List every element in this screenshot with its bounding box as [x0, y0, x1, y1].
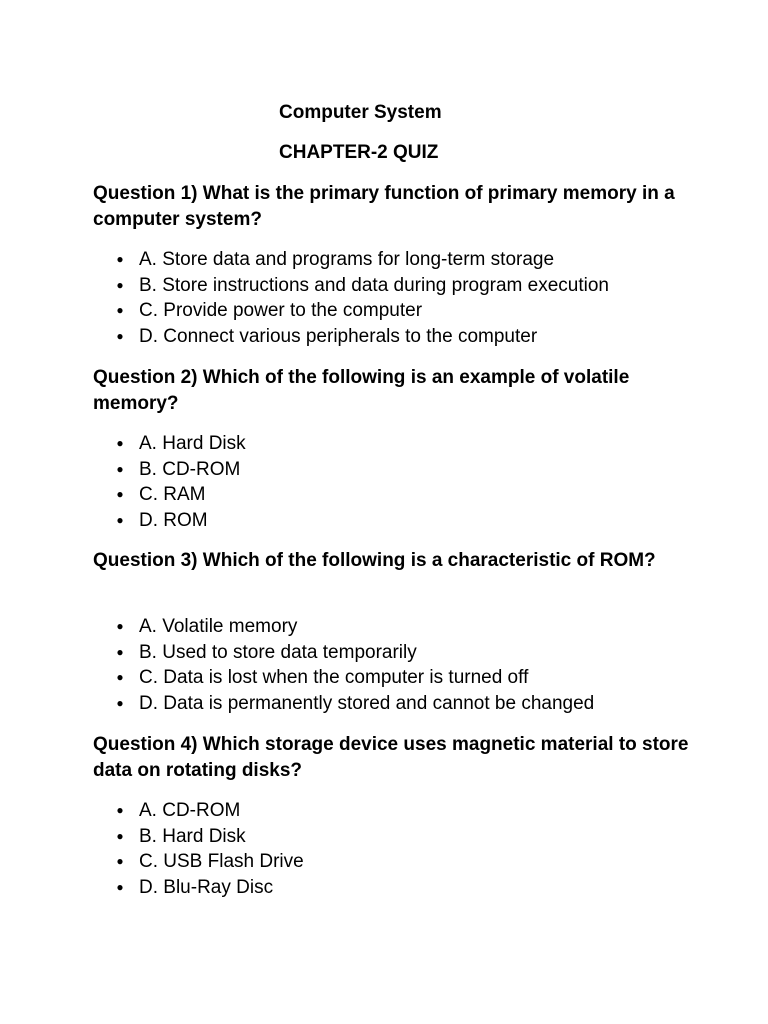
option-1c [114, 298, 609, 324]
bullet-icon: ● [116, 513, 124, 528]
bullet-icon: ● [116, 828, 124, 843]
option-text: B. Used to store data temporarily [139, 641, 417, 663]
option-text: A. Volatile memory [139, 616, 298, 637]
question-2-text: Question 2) Which of the following is an example of volatile memory? [93, 367, 630, 414]
question-2-options [114, 431, 246, 534]
bullet-icon: ● [116, 329, 124, 344]
bullet-icon: ● [116, 252, 124, 266]
option-text: C. USB Flash Drive [139, 851, 304, 873]
option-text: D. Data is permanently stored and cannot be changed [139, 693, 595, 715]
option-text: C. RAM [139, 484, 206, 506]
option-4b [114, 824, 304, 850]
option-2d [114, 508, 246, 534]
question-1-text: Question 1) What is the primary function of primary memory in a computer system? [93, 183, 675, 230]
option-3d [114, 691, 594, 717]
option-text: A. Store data and programs for long-term storage [139, 249, 555, 270]
option-3b [114, 640, 594, 666]
option-text: A. Hard Disk [139, 433, 246, 454]
bullet-icon: ● [116, 487, 124, 502]
option-text: C. Provide power to the computer [139, 300, 423, 322]
option-3a [114, 614, 594, 640]
option-text: B. CD-ROM [139, 458, 241, 480]
question-1-options [114, 247, 609, 350]
bullet-icon: ● [116, 277, 124, 292]
question-3-options [114, 614, 594, 717]
option-text: C. Data is lost when the computer is turned off [139, 667, 529, 689]
option-4c [114, 849, 304, 875]
option-text: D. Connect various peripherals to the computer [139, 326, 538, 348]
bullet-icon: ● [116, 644, 124, 659]
option-4d [114, 875, 304, 901]
option-text: B. Hard Disk [139, 825, 246, 847]
option-1d [114, 324, 609, 350]
option-1b [114, 273, 609, 299]
bullet-icon: ● [116, 303, 124, 318]
bullet-icon: ● [116, 880, 124, 895]
option-2b [114, 457, 246, 483]
option-text: D. Blu-Ray Disc [139, 877, 274, 899]
question-4-text: Question 4) Which storage device uses magnetic material to store data on rotating disks? [93, 734, 689, 781]
option-3c [114, 665, 594, 691]
bullet-icon: ● [116, 803, 124, 817]
document-title: Computer System [279, 102, 442, 123]
question-3-text: Question 3) Which of the following is a characteristic of ROM? [93, 550, 656, 571]
bullet-icon: ● [116, 696, 124, 711]
option-1a [114, 247, 609, 273]
question-4-options [114, 798, 304, 901]
bullet-icon: ● [116, 854, 124, 869]
option-4a [114, 798, 304, 824]
bullet-icon: ● [116, 461, 124, 476]
chapter-heading: CHAPTER-2 QUIZ [279, 142, 439, 163]
option-text: A. CD-ROM [139, 800, 241, 821]
bullet-icon: ● [116, 619, 124, 633]
option-text: B. Store instructions and data during program execution [139, 274, 609, 296]
option-2c [114, 482, 246, 508]
bullet-icon: ● [116, 670, 124, 685]
bullet-icon: ● [116, 436, 124, 450]
option-text: D. ROM [139, 510, 208, 532]
option-2a [114, 431, 246, 457]
